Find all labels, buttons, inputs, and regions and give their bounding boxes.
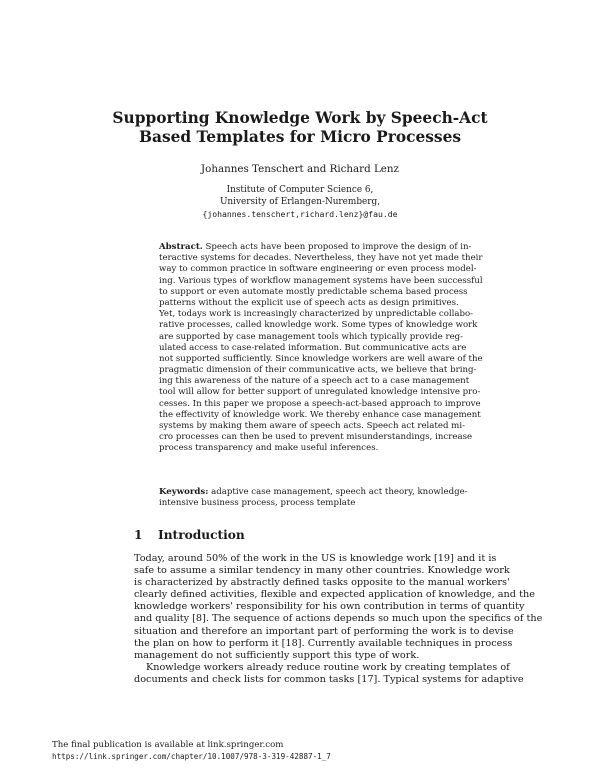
abstract-label: Abstract.: [159, 242, 203, 252]
abstract-line: systems by making them aware of speech acts. Speech act related mi-: [159, 421, 465, 431]
footer: [52, 740, 331, 762]
keywords-label: Keywords:: [159, 487, 209, 497]
footer-link[interactable]: https://link.springer.com/chapter/10.1007/978-3-319-42887-1_7: [52, 752, 331, 761]
abstract-line: cesses. In this paper we propose a speech-act-based approach to improve: [159, 398, 481, 409]
body-line: the plan on how to perform it [18]. Currently available techniques in process: [134, 637, 513, 649]
body-line: Knowledge workers already reduce routine work by creating templates of: [146, 661, 510, 673]
author-email: {johannes.tenschert,richard.lenz}@fau.de: [202, 208, 398, 219]
body-line: Today, around 50% of the work in the US is knowledge work [19] and it is: [134, 553, 497, 564]
body-line: knowledge workers' responsibility for his own contribution in terms of quantity: [134, 601, 525, 613]
abstract: [159, 242, 483, 455]
abstract-line: patterns without the explicit use of speech acts as design primitives.: [159, 297, 459, 308]
abstract-line: to support or even automate mostly predictable schema based process: [159, 286, 468, 297]
body-line: is characterized by abstractly defined tasks opposite to the manual workers': [134, 577, 510, 589]
abstract-line: pragmatic dimension of their communicative acts, we believe that bring-: [159, 365, 477, 376]
keywords-line: [159, 487, 468, 498]
keywords-text: adaptive case management, speech act theory, knowledge-: [211, 487, 468, 497]
footer-note: The final publication is available at link.springer.com: [52, 740, 284, 750]
section-number: 1: [134, 528, 143, 542]
abstract-line: [159, 242, 472, 253]
affiliation-line: Institute of Computer Science 6,: [226, 185, 374, 195]
section-heading: [134, 528, 245, 542]
title-line: Supporting Knowledge Work by Speech-Act: [112, 109, 488, 127]
body-line: situation and therefore an important part of performing the work is to devise: [134, 625, 514, 637]
abstract-line: tool will allow for better support of unregulated knowledge intensive pro-: [159, 387, 481, 398]
abstract-line: the effectivity of knowledge work. We thereby enhance case management: [159, 409, 481, 420]
body-line: clearly defined activities, flexible and expected application of knowledge, and the: [134, 589, 535, 601]
keywords: [159, 487, 468, 509]
affiliation-line: University of Erlangen-Nuremberg,: [219, 196, 381, 207]
abstract-line: cro processes can then be used to prevent misunderstandings, increase: [159, 432, 473, 443]
abstract-line: ing. Various types of workflow management systems have been successful: [159, 275, 483, 286]
abstract-line: way to common practice in software engineering or even process model-: [159, 264, 477, 275]
body-text: [134, 553, 543, 686]
abstract-line: Yet, todays work is increasingly characterized by unpredictable collabo-: [159, 309, 474, 320]
abstract-line: rative processes, called knowledge work. Some types of knowledge work: [159, 320, 478, 331]
abstract-line: ulated access to case-related information. But communicative acts are: [159, 342, 467, 353]
body-line: and quality [8]. The sequence of actions depends so much upon the specifics of the: [134, 613, 543, 625]
authors: Johannes Tenschert and Richard Lenz: [201, 163, 399, 175]
body-line: documents and check lists for common tasks [17]. Typical systems for adaptive: [134, 673, 524, 685]
abstract-line: not supported sufficiently. Since knowledge workers are well aware of the: [159, 353, 483, 364]
body-line: management do not sufficiently support this type of work.: [134, 649, 420, 661]
body-line: safe to assume a similar tendency in many other countries. Knowledge work: [134, 565, 510, 577]
keywords-line: intensive business process, process template: [159, 498, 356, 509]
abstract-line: teractive systems for decades. Nevertheless, they have not yet made their: [159, 253, 483, 264]
paper-title: [110, 109, 490, 147]
section-title: Introduction: [158, 528, 245, 542]
abstract-text: Speech acts have been proposed to improve the design of in-: [205, 242, 472, 252]
abstract-line: process transparency and make useful inferences.: [159, 443, 379, 454]
abstract-line: are supported by case management tools which typically provide reg-: [159, 331, 464, 342]
affiliation: [0, 185, 600, 220]
abstract-line: ing this awareness of the nature of a speech act to a case management: [159, 376, 470, 387]
title-line: Based Templates for Micro Processes: [138, 128, 462, 146]
